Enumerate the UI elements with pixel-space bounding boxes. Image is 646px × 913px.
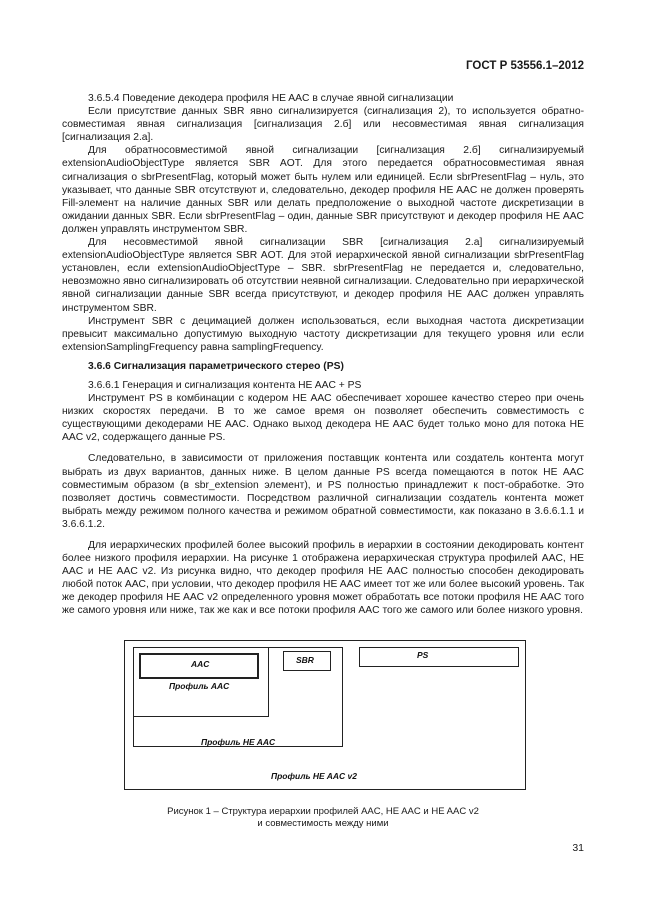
figure-caption	[0, 806, 646, 830]
main-text	[62, 92, 584, 618]
heading-3661: 3.6.6.1 Генерация и сигнализация контента HE AAC + PS	[88, 379, 362, 391]
paragraph: Для несовместимой явной сигнализации SBR [сигнализация 2.а] сигнализируемый extensionAudioObjectType является SBR AOT. Для этой иерархической явной сигнализации sbrPresentFlag установлен, если extensionAudioObjectType – SBR. sbrPresentFlag не передается и, следовательно, невозможно явно сигнализировать об отсутствии неявной сигнализации. Следовательно при иерархической явной сигнализации данные SBR всегда присутствуют, и декодер профиля HE AAC должен управлять инструментом SBR.	[62, 237, 584, 314]
paragraph: Если присутствие данных SBR явно сигнализируется (сигнализация 2), то используется обратно-совместимая явная сигнализация [сигнализация 2.б] или несовместимая явная сигнализация [сигнализация 2.а].	[62, 106, 584, 144]
profile-hierarchy-figure	[124, 640, 526, 790]
paragraph: Для обратносовместимой явной сигнализации [сигнализация 2.б] сигнализируемый extensionAudioObjectType является SBR AOT. Для этого передается обратносовместимая явная сигнализация о sbrPresentFlag, который может быть нулем или единицей. Если sbrPresentFlag – нуль, это указывает, что данные SBR отсутствуют и, следовательно, декодер профиля HE AAC не должен проверять Fill-элемент на наличие данных SBR или делать предположение о выходной частоте дискретизации в ожидании данных SBR. Если sbrPresentFlag – один, данные SBR присутствуют и декодер профиля HE AAC должен управлять инструментом SBR.	[62, 145, 584, 235]
paragraph: Инструмент SBR с децимацией должен использоваться, если выходная частота дискретизации превысит максимально допустимую выходную частоту дискретизации для текущего уровня или если extensionSamplingFrequency равна samplingFrequency.	[62, 315, 584, 353]
paragraph: Для иерархических профилей более высокий профиль в иерархии в состоянии декодировать контент более низкого профиля иерархии. На рисунке 1 отображена иерархическая структура профилей AAC, HE AAC и HE AAC v2. Из рисунка видно, что декодер профиля HE AAC полностью способен декодировать любой поток AAC, при условии, что декодер профиля HE AAC имеет тот же или более высокий уровень. Так же декодер профиля HE AAC v2 определенного уровня может обработать все потоки профиля HE AAC того же самого уровня или ниже, так же как и все потоки профиля AAC того же самого или более низкого уровня.	[62, 540, 584, 617]
caption-line-1: Рисунок 1 – Структура иерархии профилей AAC, HE AAC и HE AAC v2	[167, 806, 479, 817]
paragraph: Инструмент PS в комбинации с кодером HE AAC обеспечивает хорошее качество стерео при очень низких скоростях передачи. В то же самое время он позволяет обеспечить совместимость с существующими декодерами HE AAC. Однако выход декодера HE AAC будет только моно для потока HE AAC v2, содержащего данные PS.	[62, 393, 584, 444]
profile-he-aac-v2-label: Профиль HE AAC v2	[271, 771, 357, 781]
ps-box	[359, 647, 519, 667]
document-id: ГОСТ Р 53556.1–2012	[466, 60, 584, 72]
caption-line-2: и совместимость между ними	[257, 818, 389, 829]
aac-label: AAC	[191, 659, 210, 669]
ps-label: PS	[417, 650, 429, 660]
profile-aac-label: Профиль AAC	[169, 681, 230, 691]
page-number: 31	[572, 842, 584, 854]
profile-he-aac-label: Профиль HE AAC	[201, 737, 276, 747]
sbr-label: SBR	[296, 655, 314, 665]
paragraph: Следовательно, в зависимости от приложения поставщик контента или создатель контента могут выбрать из двух вариантов, данных ниже. В целом данные PS всегда помещаются в поток HE AAC совместимым образом (в sbr_extension элемент), и PS полностью принадлежит к пост-обработке. Это позволяет достичь совместимости. Посредством различной сигнализации создатель контента может выбрать между режимом полного качества и режимом обратной совместимости, как показано в 3.6.6.1.1 и 3.6.6.1.2.	[62, 453, 584, 530]
heading-3654: 3.6.5.4 Поведение декодера профиля HE AAC в случае явной сигнализации	[88, 93, 454, 104]
heading-366: 3.6.6 Сигнализация параметрического стерео (PS)	[88, 360, 344, 372]
